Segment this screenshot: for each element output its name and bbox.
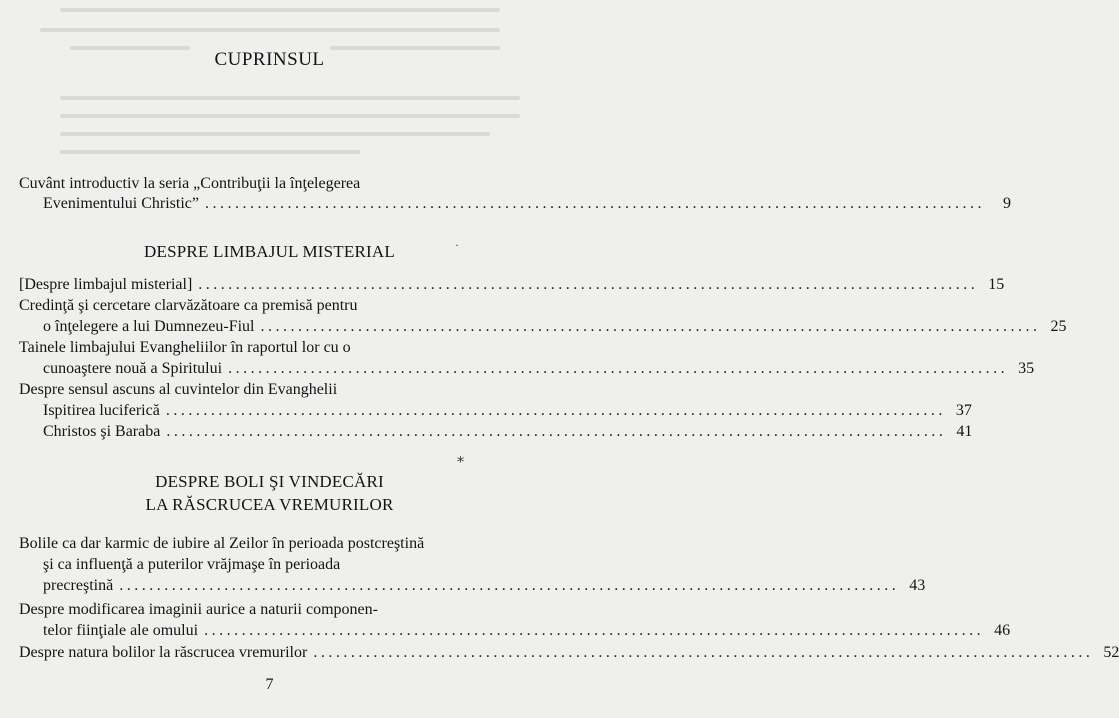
toc-page-number: 35 — [1018, 360, 1035, 377]
dot-leader: ........................................................................................................ — [119, 577, 900, 594]
dot-leader: ........................................................................................................ — [165, 402, 946, 419]
toc-entry-line: Bolile ca dar karmic de iubire al Zeilor în perioada postcreştină — [19, 535, 425, 552]
toc-entry-text: precreştină — [43, 577, 114, 594]
toc-page-number: 43 — [909, 577, 926, 594]
toc-entry-line: Tainele limbajului Evangheliilor în raportul lor cu o — [19, 339, 351, 356]
dot-leader: ........................................................................................................ — [260, 318, 1041, 335]
toc-entry — [43, 621, 1011, 641]
ornament-dot: · — [455, 238, 459, 252]
toc-entry-text: telor fiinţiale ale omului — [43, 622, 199, 639]
toc-entry-line: Credinţă şi cercetare clarvăzătoare ca premisă pentru — [19, 297, 358, 314]
toc-page-number: 52 — [1103, 644, 1119, 661]
dot-leader: ........................................................................................................ — [204, 622, 985, 639]
toc-entry-text: Evenimentului Christic” — [43, 195, 199, 212]
toc-page-number: 9 — [1002, 195, 1011, 212]
toc-entry-text: cunoaştere nouă a Spiritului — [43, 360, 223, 377]
toc-entry — [43, 317, 1067, 337]
section-title-limbajul: DESPRE LIMBAJUL MISTERIAL — [144, 242, 395, 261]
page-number: 7 — [265, 676, 274, 693]
toc-entry-line: şi ca influenţă a puterilor vrăjmaşe în perioada — [43, 556, 341, 573]
toc-page-number: 15 — [988, 276, 1005, 293]
toc-entry-intro — [43, 194, 1011, 214]
toc-entry-text: Despre natura bolilor la răscrucea vremurilor — [19, 644, 308, 661]
toc-entry-intro-line1: Cuvânt introductiv la seria „Contribuţii la înţelegerea — [19, 175, 361, 192]
toc-entry-text: Christos şi Baraba — [43, 423, 161, 440]
toc-entry-text: [Despre limbajul misterial] — [19, 276, 193, 293]
toc-page-number: 25 — [1050, 318, 1067, 335]
ornament-mark: ⁎ — [457, 451, 464, 466]
toc-entry-text: o înţelegere a lui Dumnezeu-Fiul — [43, 318, 255, 335]
toc-page-number: 41 — [956, 423, 973, 440]
section-title-boli-line1: DESPRE BOLI ŞI VINDECĂRI — [155, 472, 384, 491]
toc-entry — [43, 576, 926, 596]
dot-leader: ........................................................................................................ — [228, 360, 1009, 377]
toc-page-number: 46 — [994, 622, 1011, 639]
toc-entry-text: Ispitirea luciferică — [43, 402, 160, 419]
toc-entry — [43, 359, 1035, 379]
section-title-boli-line2: LA RĂSCRUCEA VREMURILOR — [145, 495, 394, 514]
toc-entry — [19, 275, 1005, 295]
toc-entry — [43, 422, 973, 442]
dot-leader: ........................................................................................................ — [204, 195, 985, 212]
bleed-through-text — [0, 0, 539, 160]
dot-leader: ........................................................................................................ — [166, 423, 947, 440]
page-title: CUPRINSUL — [214, 49, 325, 70]
dot-leader: ........................................................................................................ — [313, 644, 1094, 661]
toc-entry — [43, 401, 972, 421]
toc-entry-line: Despre sensul ascuns al cuvintelor din Evanghelii — [19, 381, 338, 398]
toc-entry — [19, 643, 1119, 663]
dot-leader: ........................................................................................................ — [198, 276, 979, 293]
toc-page-number: 37 — [955, 402, 972, 419]
toc-entry-line: Despre modificarea imaginii aurice a naturii componen- — [19, 601, 378, 618]
